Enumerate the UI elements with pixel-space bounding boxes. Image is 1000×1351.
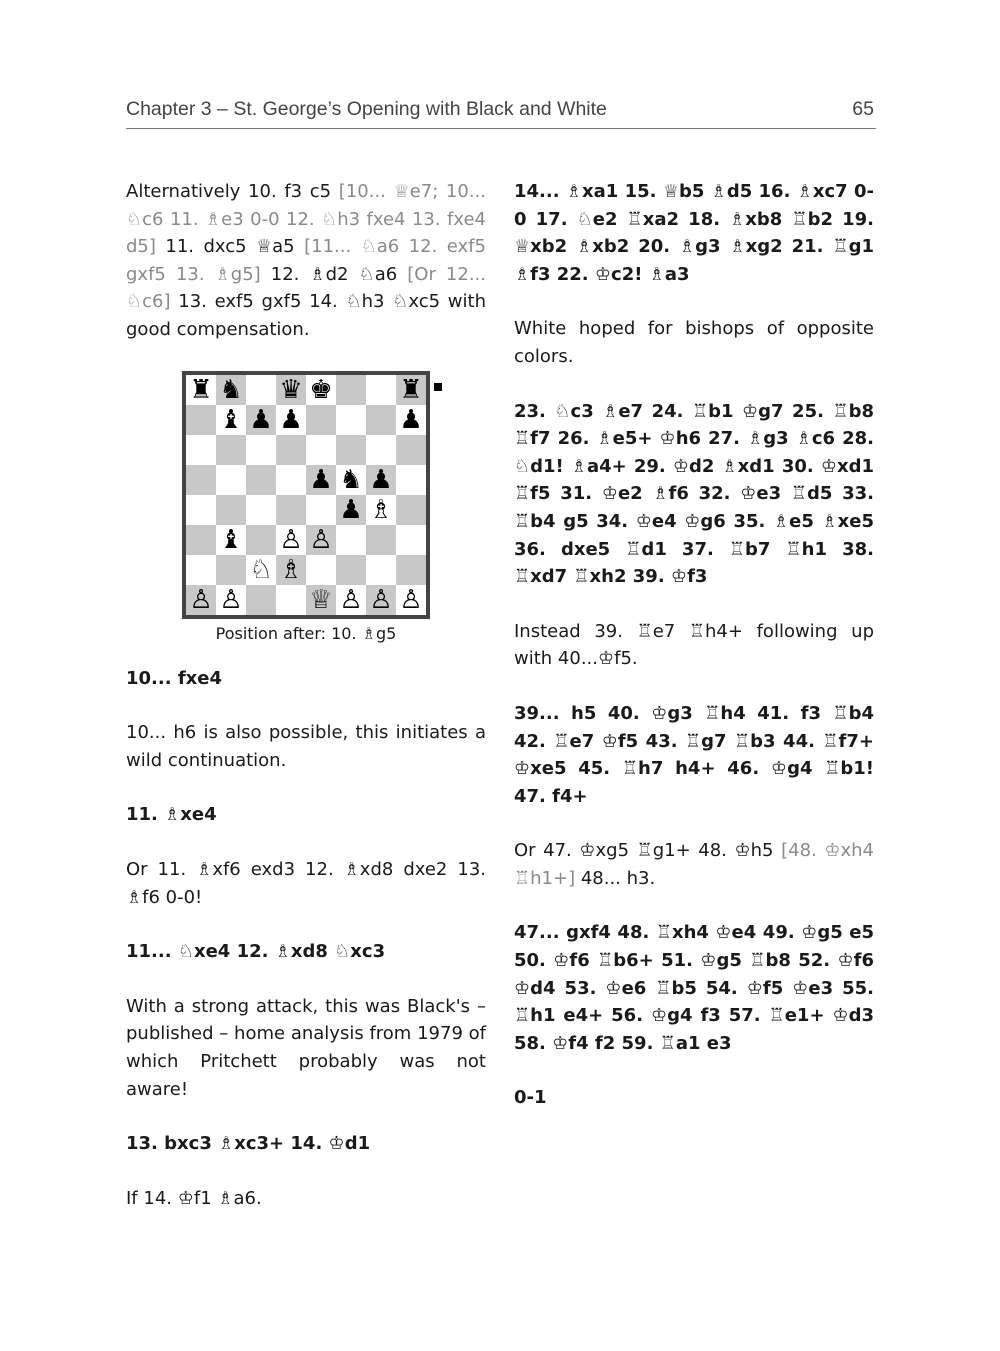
board-square bbox=[306, 435, 336, 465]
chess-diagram bbox=[182, 371, 430, 645]
move-line: 14... ♗xa1 15. ♕b5 ♗d5 16. ♗xc7 0-0 17. ♘e2 ♖xa2 18. ♗xb8 ♖b2 19. ♕xb2 ♗xb2 20. ♗g3 ♗xg2 21. ♖g1 ♗f3 22. ♔c2! ♗a3 bbox=[514, 181, 874, 285]
board-square: ♞ bbox=[216, 375, 246, 405]
board-square bbox=[276, 435, 306, 465]
variation-note: [11... ♘a6 12. exf5 gxf5 13. ♗g5] bbox=[126, 236, 486, 285]
page-number: 65 bbox=[852, 98, 874, 120]
move-line: 11... ♘xe4 12. ♗xd8 ♘xc3 bbox=[126, 941, 386, 963]
board-square bbox=[366, 375, 396, 405]
move-line: 11. ♗xe4 bbox=[126, 804, 217, 826]
board-square: ♟ bbox=[306, 465, 336, 495]
board-square: ♛ bbox=[276, 375, 306, 405]
left-column bbox=[126, 178, 486, 1239]
board-square bbox=[396, 435, 426, 465]
board-square bbox=[246, 435, 276, 465]
commentary: 10... h6 is also possible, this initiates a wild continuation. bbox=[126, 722, 486, 771]
board-square: ♕ bbox=[306, 585, 336, 615]
board-square bbox=[186, 555, 216, 585]
board-square: ♘ bbox=[246, 555, 276, 585]
board-square bbox=[246, 495, 276, 525]
board-square: ♟ bbox=[276, 405, 306, 435]
variation-note: [Or 12... ♘c6] bbox=[126, 263, 486, 313]
board-square bbox=[216, 555, 246, 585]
game-result: 0-1 bbox=[514, 1087, 547, 1109]
board-square: ♗ bbox=[276, 555, 306, 585]
commentary: Or 11. ♗xf6 exd3 12. ♗xd8 dxe2 13. ♗f6 0-0! bbox=[126, 858, 486, 908]
board-square bbox=[246, 525, 276, 555]
variation-note: [10... ♕e7; 10... ♘c6 11. ♗e3 0-0 12. ♘h3 fxe4 13. fxe4 d5] bbox=[126, 181, 486, 258]
text-run: 12. ♗d2 ♘a6 bbox=[260, 263, 408, 285]
board-square: ♟ bbox=[336, 495, 366, 525]
board-square bbox=[186, 495, 216, 525]
board-square bbox=[366, 435, 396, 465]
board-square bbox=[186, 435, 216, 465]
board-square: ♟ bbox=[366, 465, 396, 495]
board-square bbox=[186, 465, 216, 495]
board-square bbox=[246, 375, 276, 405]
board-square bbox=[246, 465, 276, 495]
board-square bbox=[216, 495, 246, 525]
commentary: If 14. ♔f1 ♗a6. bbox=[126, 1187, 262, 1209]
commentary: Instead 39. ♖e7 ♖h4+ following up with 40...♔f5. bbox=[514, 620, 874, 670]
board-square: ♜ bbox=[396, 375, 426, 405]
board-square: ♙ bbox=[306, 525, 336, 555]
board-square: ♜ bbox=[186, 375, 216, 405]
board-square: ♟ bbox=[396, 405, 426, 435]
board-square bbox=[186, 525, 216, 555]
commentary: With a strong attack, this was Black's – published – home analysis from 1979 of which Pritchett probably was not aware! bbox=[126, 995, 486, 1100]
text-run: 13. exf5 gxf5 14. ♘h3 ♘xc5 with good compensation. bbox=[126, 291, 486, 340]
board-square bbox=[216, 435, 246, 465]
chess-board bbox=[182, 371, 430, 619]
board-square bbox=[366, 405, 396, 435]
board-square bbox=[336, 525, 366, 555]
board-square bbox=[276, 495, 306, 525]
board-square: ♙ bbox=[366, 585, 396, 615]
board-square: ♗ bbox=[366, 495, 396, 525]
board-square bbox=[306, 555, 336, 585]
move-line: 10... fxe4 bbox=[126, 667, 223, 689]
board-square bbox=[246, 585, 276, 615]
alternative-line-paragraph bbox=[126, 178, 486, 344]
board-square bbox=[186, 405, 216, 435]
text-run: Alternatively 10. f3 c5 bbox=[126, 181, 339, 202]
text-run: 11. dxc5 ♕a5 bbox=[155, 236, 305, 258]
commentary: White hoped for bishops of opposite colors. bbox=[514, 318, 874, 367]
board-square bbox=[336, 435, 366, 465]
diagram-caption: Position after: 10. ♗g5 bbox=[215, 623, 397, 643]
running-header bbox=[126, 96, 876, 129]
board-square: ♚ bbox=[306, 375, 336, 405]
board-square: ♝ bbox=[216, 525, 246, 555]
board-square bbox=[306, 405, 336, 435]
board-square bbox=[216, 465, 246, 495]
board-square bbox=[336, 405, 366, 435]
board-square: ♞ bbox=[336, 465, 366, 495]
board-square: ♟ bbox=[246, 405, 276, 435]
move-line: 23. ♘c3 ♗e7 24. ♖b1 ♔g7 25. ♖b8 ♖f7 26. ♗e5+ ♔h6 27. ♗g3 ♗c6 28. ♘d1! ♗a4+ 29. ♔d2 ♗xd1 30. ♔xd1 ♖f5 31. ♔e2 ♗f6 32. ♔e3 ♖d5 33. ♖b4 g5 34. ♔e4 ♔g6 35. ♗e5 ♗xe5 36. dxe5 ♖d1 37. ♖b7 ♖h1 38. ♖xd7 ♖xh2 39. ♔f3 bbox=[514, 400, 874, 588]
board-square bbox=[276, 465, 306, 495]
text-run: Or 47. ♔xg5 ♖g1+ 48. ♔h5 bbox=[514, 840, 782, 862]
board-square bbox=[306, 495, 336, 525]
move-line: 47... gxf4 48. ♖xh4 ♔e4 49. ♔g5 e5 50. ♔f6 ♖b6+ 51. ♔g5 ♖b8 52. ♔f6 ♔d4 53. ♔e6 ♖b5 54. ♔f5 ♔e3 55. ♖h1 e4+ 56. ♔g4 f3 57. ♖e1+ ♔d3 58. ♔f4 f2 59. ♖a1 e3 bbox=[514, 922, 874, 1054]
variation-note: [48. ♔xh4 ♖h1+] bbox=[514, 840, 874, 889]
board-square bbox=[336, 555, 366, 585]
board-square bbox=[396, 465, 426, 495]
board-square: ♙ bbox=[396, 585, 426, 615]
move-line: 39... h5 40. ♔g3 ♖h4 41. f3 ♖b4 42. ♖e7 ♔f5 43. ♖g7 ♖b3 44. ♖f7+ ♔xe5 45. ♖h7 h4+ 46. ♔g4 ♖b1! 47. f4+ bbox=[514, 702, 874, 807]
board-square bbox=[366, 555, 396, 585]
board-square: ♙ bbox=[216, 585, 246, 615]
board-square bbox=[396, 555, 426, 585]
right-column bbox=[514, 178, 874, 1139]
move-line: 13. bxc3 ♗xc3+ 14. ♔d1 bbox=[126, 1133, 371, 1155]
board-square: ♝ bbox=[216, 405, 246, 435]
text-run: 48... h3. bbox=[575, 867, 656, 889]
black-to-move-indicator bbox=[434, 383, 442, 391]
board-square bbox=[336, 375, 366, 405]
board-square: ♙ bbox=[336, 585, 366, 615]
board-square bbox=[276, 585, 306, 615]
board-square: ♙ bbox=[276, 525, 306, 555]
chapter-title: Chapter 3 – St. George’s Opening with Black and White bbox=[126, 98, 607, 120]
board-square bbox=[396, 495, 426, 525]
board-square: ♙ bbox=[186, 585, 216, 615]
commentary bbox=[514, 837, 874, 892]
board-square bbox=[396, 525, 426, 555]
board-square bbox=[366, 525, 396, 555]
